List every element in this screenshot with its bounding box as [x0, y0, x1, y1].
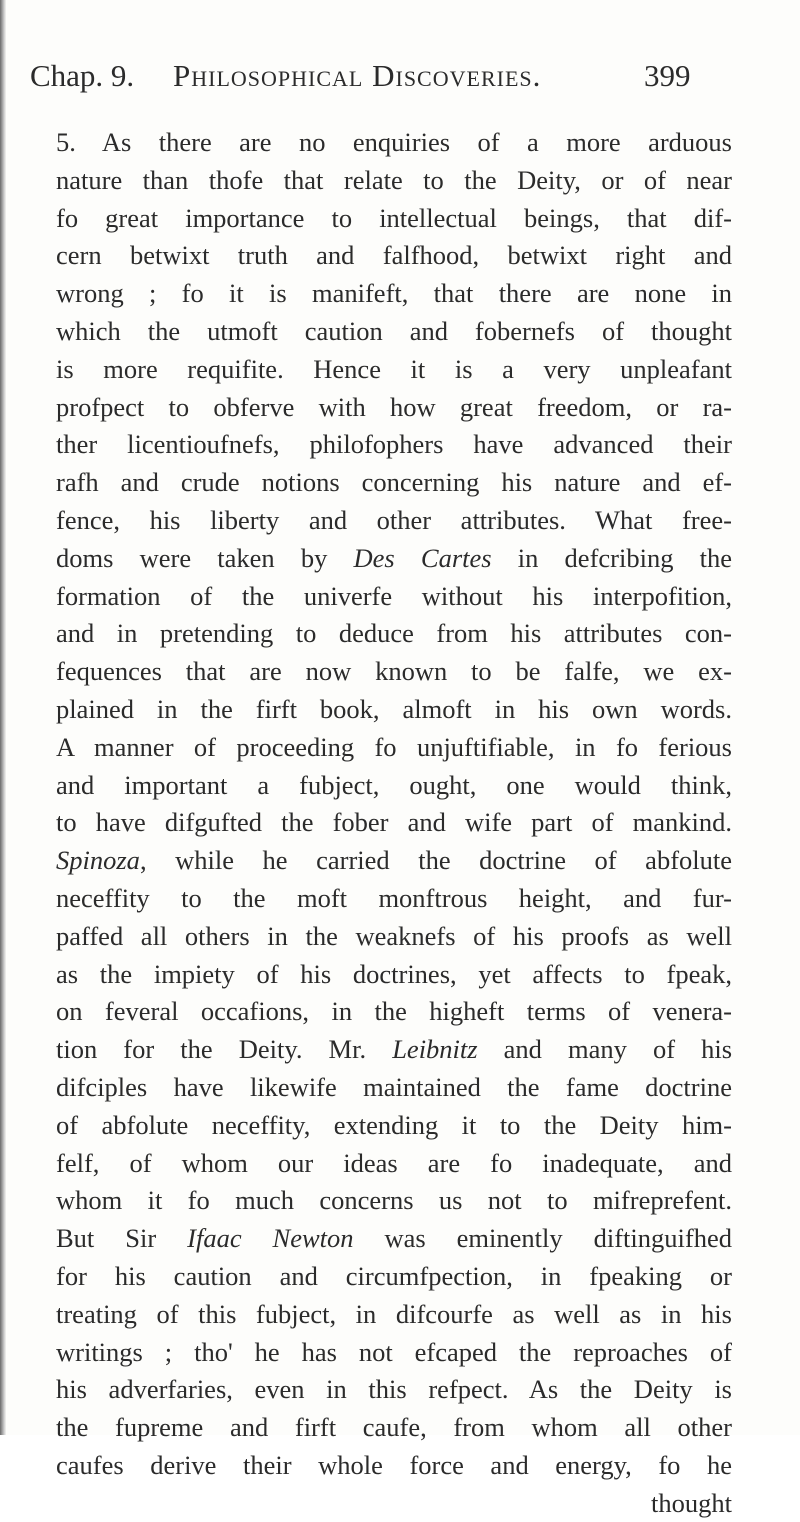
- text-line: [56, 691, 732, 729]
- text-segment: fequences that are now known to be falfe, we ex-: [56, 656, 732, 687]
- chapter-label: Chap. 9.: [30, 58, 135, 93]
- text-line: [56, 1145, 732, 1183]
- text-line: [56, 1371, 732, 1409]
- text-segment: which the utmoft caution and fobernefs of thought: [56, 315, 732, 346]
- text-segment: tion for the Deity. Mr.: [56, 1034, 393, 1065]
- text-segment: A manner of proceeding fo unjuftifiable, in fo ferious: [56, 731, 732, 762]
- text-line: [56, 124, 732, 162]
- text-segment: , while he carried the doctrine of abfolute: [139, 845, 732, 876]
- text-segment: treating of this fubject, in difcourfe as well as in his: [56, 1298, 732, 1329]
- italic-name: Spinoza: [56, 845, 140, 876]
- text-line: [56, 426, 732, 464]
- text-segment: rafh and crude notions concerning his nature and ef-: [56, 467, 732, 498]
- text-line: [56, 1296, 732, 1334]
- text-line: [56, 842, 732, 880]
- text-line: [56, 880, 732, 918]
- text-line: [56, 1031, 732, 1069]
- text-segment: profpect to obferve with how great freedom, or ra-: [56, 391, 732, 422]
- text-line: [56, 200, 732, 238]
- text-line: [56, 1409, 732, 1447]
- text-line: [56, 653, 732, 691]
- text-segment: felf, of whom our ideas are fo inadequate, and: [56, 1147, 732, 1178]
- text-segment: ther licentioufnefs, philofophers have advanced their: [56, 429, 732, 460]
- italic-name: Des Cartes: [353, 542, 492, 573]
- text-segment: plained in the firft book, almoft in his own words.: [56, 693, 732, 724]
- text-line: [56, 275, 732, 313]
- text-line: [56, 1182, 732, 1220]
- text-segment: wrong ; fo it is manifeft, that there are none in: [56, 278, 732, 309]
- text-line: [56, 993, 732, 1031]
- text-segment: cern betwixt truth and falfhood, betwixt right and: [56, 240, 732, 271]
- text-line: [56, 578, 732, 616]
- text-line: [56, 956, 732, 994]
- text-segment: neceffity to the moft monftrous height, and fur-: [56, 882, 732, 913]
- text-segment: his adverfaries, even in this refpect. As the Deity is: [56, 1374, 732, 1405]
- text-line: [56, 1334, 732, 1372]
- text-line: [56, 767, 732, 805]
- text-line: [56, 162, 732, 200]
- text-line: [56, 540, 732, 578]
- text-segment: whom it fo much concerns us not to mifreprefent.: [56, 1185, 732, 1216]
- text-segment: paffed all others in the weaknefs of his proofs as well: [56, 920, 732, 951]
- text-segment: was eminently diftinguifhed: [353, 1223, 732, 1254]
- text-line: [56, 237, 732, 275]
- text-segment: 5. As there are no enquiries of a more arduous: [56, 127, 732, 157]
- text-segment: But Sir: [56, 1223, 188, 1254]
- text-segment: and important a fubject, ought, one would think,: [56, 769, 732, 800]
- page-binding-edge: [0, 0, 6, 1435]
- running-header: [30, 58, 730, 108]
- text-line: [56, 1258, 732, 1296]
- text-line: [56, 464, 732, 502]
- text-line: [56, 1447, 732, 1485]
- text-segment: doms were taken by: [56, 542, 354, 573]
- text-line: [56, 729, 732, 767]
- text-segment: on feveral occafions, in the higheft terms of venera-: [56, 996, 732, 1027]
- text-segment: caufes derive their whole force and energy, fo he: [56, 1449, 732, 1480]
- text-line: [56, 1107, 732, 1145]
- text-line: [56, 389, 732, 427]
- text-segment: for his caution and circumfpection, in fpeaking or: [56, 1260, 732, 1291]
- text-line: [56, 502, 732, 540]
- text-line: [56, 1069, 732, 1107]
- text-segment: in defcribing the: [491, 542, 733, 573]
- text-segment: of abfolute neceffity, extending it to the Deity him-: [56, 1109, 732, 1140]
- text-segment: as the impiety of his doctrines, yet affects to fpeak,: [56, 958, 732, 989]
- text-segment: to have difgufted the fober and wife part of mankind.: [56, 807, 732, 838]
- text-line: [56, 804, 732, 842]
- text-segment: writings ; tho' he has not efcaped the reproaches of: [56, 1336, 732, 1367]
- text-segment: fence, his liberty and other attributes. What free-: [56, 504, 732, 535]
- text-segment: difciples have likewife maintained the fame doctrine: [56, 1071, 732, 1102]
- text-segment: nature than thofe that relate to the Deity, or of near: [56, 164, 732, 195]
- text-segment: the fupreme and firft caufe, from whom all other: [56, 1412, 732, 1443]
- text-line: [56, 1220, 732, 1258]
- text-line: [56, 918, 732, 956]
- text-segment: and many of his: [477, 1034, 733, 1065]
- text-segment: fo great importance to intellectual beings, that dif-: [56, 202, 732, 233]
- text-line: [56, 1485, 732, 1522]
- italic-name: Leibnitz: [392, 1034, 478, 1065]
- text-line: [56, 351, 732, 389]
- running-title: Philosophical Discoveries.: [173, 58, 542, 93]
- body-text: [56, 124, 732, 1522]
- text-line: [56, 615, 732, 653]
- italic-name: Ifaac Newton: [187, 1223, 354, 1254]
- text-segment: is more requifite. Hence it is a very unpleafant: [56, 353, 732, 384]
- text-segment: formation of the univerfe without his interpofition,: [56, 580, 732, 611]
- text-segment: thought: [651, 1487, 732, 1518]
- text-line: [56, 313, 732, 351]
- page-number: 399: [644, 58, 691, 93]
- text-segment: and in pretending to deduce from his attributes con-: [56, 618, 732, 649]
